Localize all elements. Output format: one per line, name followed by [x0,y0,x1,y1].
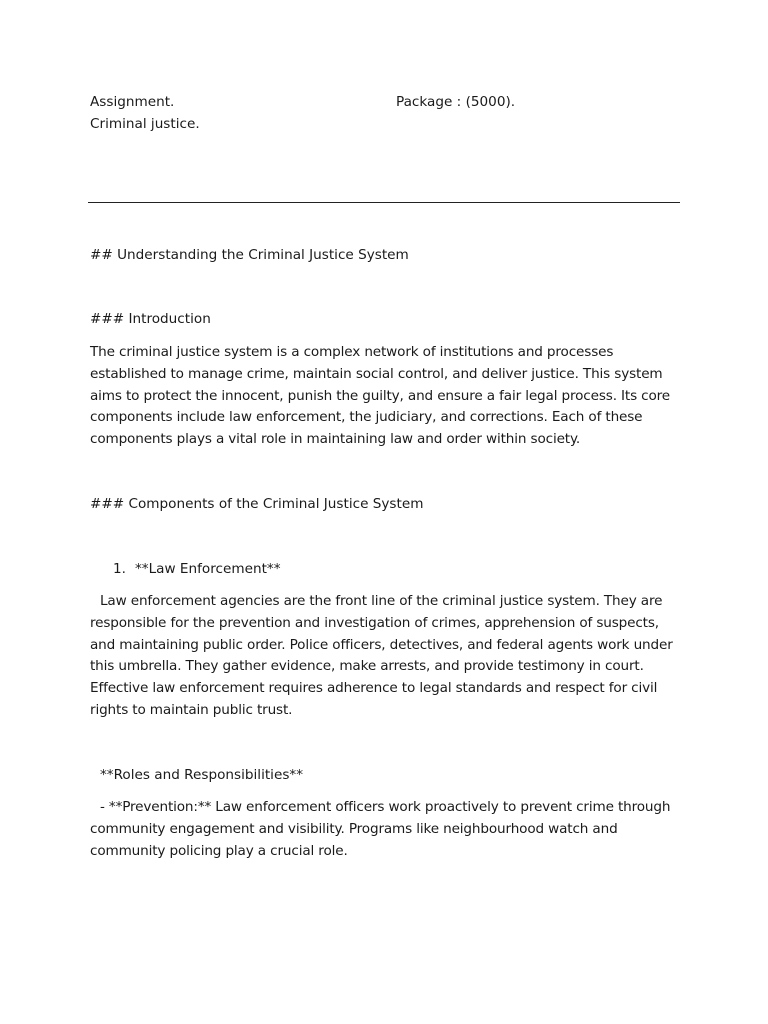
introduction-heading: ### Introduction [90,311,211,327]
header-divider [88,202,680,203]
law-enforcement-paragraph: Law enforcement agencies are the front line of the criminal justice system. They are responsible for the prevention and investigation of crimes, apprehension of suspects, and maintaining public order. Police officers, detectives, and federal agents work under this umbrella. They gather evidence, make arrests, and provide testimony in court. Effective law enforcement requires adherence to legal standards and respect for civil rights to maintain public trust. [90,593,673,718]
document-heading: ## Understanding the Criminal Justice System [90,247,409,263]
roles-heading: **Roles and Responsibilities** [100,767,303,783]
prevention-paragraph: - **Prevention:** Law enforcement officers work proactively to prevent crime through community engagement and visibility. Programs like neighbourhood watch and community policing play a crucial role. [90,799,671,859]
components-heading: ### Components of the Criminal Justice System [90,496,424,512]
assignment-label: Assignment. [90,94,175,110]
law-enforcement-heading: **Law Enforcement** [135,561,281,577]
package-label: Package : (5000). [396,94,516,110]
list-number: 1. [113,561,126,577]
subject-label: Criminal justice. [90,116,200,132]
introduction-paragraph: The criminal justice system is a complex network of institutions and processes established to manage crime, maintain social control, and deliver justice. This system aims to protect the innocent, punish the guilty, and ensure a fair legal process. Its core components include law enforcement, the judiciary, and corrections. Each of these components plays a vital role in maintaining law and order within society. [90,344,671,448]
